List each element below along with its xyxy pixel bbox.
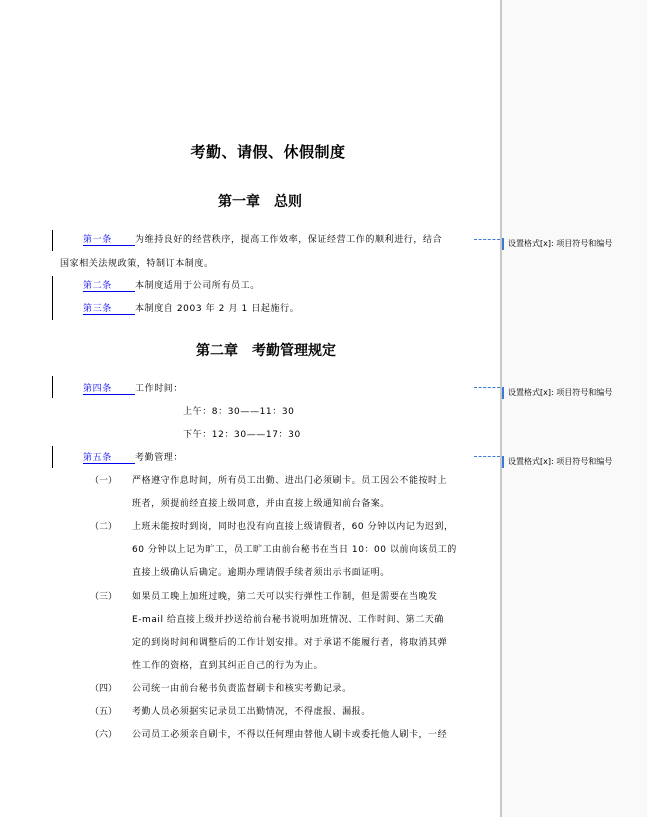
item-3-number: （三） — [90, 592, 118, 602]
article-4 — [83, 383, 183, 395]
item-3-line-3: 定的到岗时间和调整后的工作计划安排。对于承诺不能履行者，将取消其弹 — [132, 638, 448, 648]
item-4-number: （四） — [90, 684, 118, 694]
format-change-balloon[interactable]: 设置格式[x]: 项目符号和编号 — [502, 387, 612, 399]
item-5-number: （五） — [90, 707, 118, 717]
item-6-line-1: 公司员工必须亲自刷卡，不得以任何理由替他人刷卡或委托他人刷卡，一经 — [132, 730, 448, 740]
comment-leader-line — [474, 239, 500, 240]
article-5-label[interactable]: 第五条 — [83, 453, 135, 464]
article-2-text: 本制度适用于公司所有员工。 — [135, 281, 260, 291]
article-2 — [83, 280, 260, 292]
comment-leader-line — [474, 456, 500, 457]
chapter-1-heading — [10, 191, 510, 211]
article-3-text: 本制度自 2003 年 2 月 1 日起施行。 — [135, 304, 300, 314]
chapter-1-number: 第一章 — [218, 194, 260, 210]
article-5 — [83, 452, 183, 464]
revision-change-bar — [52, 276, 53, 320]
format-change-balloon[interactable]: 设置格式[x]: 项目符号和编号 — [502, 456, 612, 468]
chapter-2-heading — [16, 340, 516, 360]
article-4-label[interactable]: 第四条 — [83, 384, 135, 395]
chapter-2-name: 考勤管理规定 — [252, 343, 336, 359]
item-2-line-3: 直接上级确认后确定。逾期办理请假手续者须出示书面证明。 — [132, 568, 390, 578]
format-change-balloon[interactable]: 设置格式[x]: 项目符号和编号 — [502, 238, 612, 250]
item-6-number: （六） — [90, 730, 118, 740]
item-2-line-1: 上班未能按时到岗，同时也没有向直接上级请假者，60 分钟以内记为迟到， — [132, 522, 454, 532]
article-1 — [83, 234, 442, 246]
schedule-morning: 上午：8：30——11：30 — [183, 407, 295, 417]
item-3-line-4: 性工作的资格，直到其纠正自己的行为为止。 — [132, 661, 324, 671]
article-1-continuation: 国家相关法规政策，特制订本制度。 — [60, 259, 214, 269]
item-2-line-2: 60 分钟以上记为旷工，员工旷工由前台秘书在当日 10：00 以前向该员工的 — [132, 545, 457, 555]
article-4-text: 工作时间： — [135, 384, 184, 394]
article-3 — [83, 303, 299, 315]
article-5-text: 考勤管理： — [135, 453, 184, 463]
item-1-line-2: 班者，须提前经直接上级同意，并由直接上级通知前台备案。 — [132, 499, 390, 509]
article-3-label[interactable]: 第三条 — [83, 304, 135, 315]
article-1-label[interactable]: 第一条 — [83, 235, 135, 246]
item-2-number: （二） — [90, 522, 118, 532]
markup-balloon-pane — [500, 0, 647, 817]
document-title: 考勤、请假、休假制度 — [190, 143, 346, 161]
revision-change-bar — [52, 446, 53, 468]
item-4-line-1: 公司统一由前台秘书负责监督刷卡和核实考勤记录。 — [132, 684, 352, 694]
item-3-line-2: E-mail 给直接上级并抄送给前台秘书说明加班情况、工作时间、第二天确 — [132, 615, 444, 625]
revision-change-bar — [52, 230, 53, 251]
item-5-line-1: 考勤人员必须据实记录员工出勤情况，不得虚报、漏报。 — [132, 707, 371, 717]
article-1-text: 为维持良好的经营秩序，提高工作效率，保证经营工作的顺利进行，结合 — [135, 235, 443, 245]
article-2-label[interactable]: 第二条 — [83, 281, 135, 292]
revision-change-bar — [52, 376, 53, 398]
comment-leader-line — [474, 387, 500, 388]
item-3-line-1: 如果员工晚上加班过晚，第二天可以实行弹性工作制，但是需要在当晚发 — [132, 592, 438, 602]
item-1-number: （一） — [90, 476, 118, 486]
schedule-afternoon: 下午：12：30——17：30 — [183, 430, 301, 440]
chapter-1-name: 总则 — [274, 194, 302, 210]
chapter-2-number: 第二章 — [196, 343, 238, 359]
item-1-line-1: 严格遵守作息时间，所有员工出勤、进出门必须刷卡。员工因公不能按时上 — [132, 476, 448, 486]
